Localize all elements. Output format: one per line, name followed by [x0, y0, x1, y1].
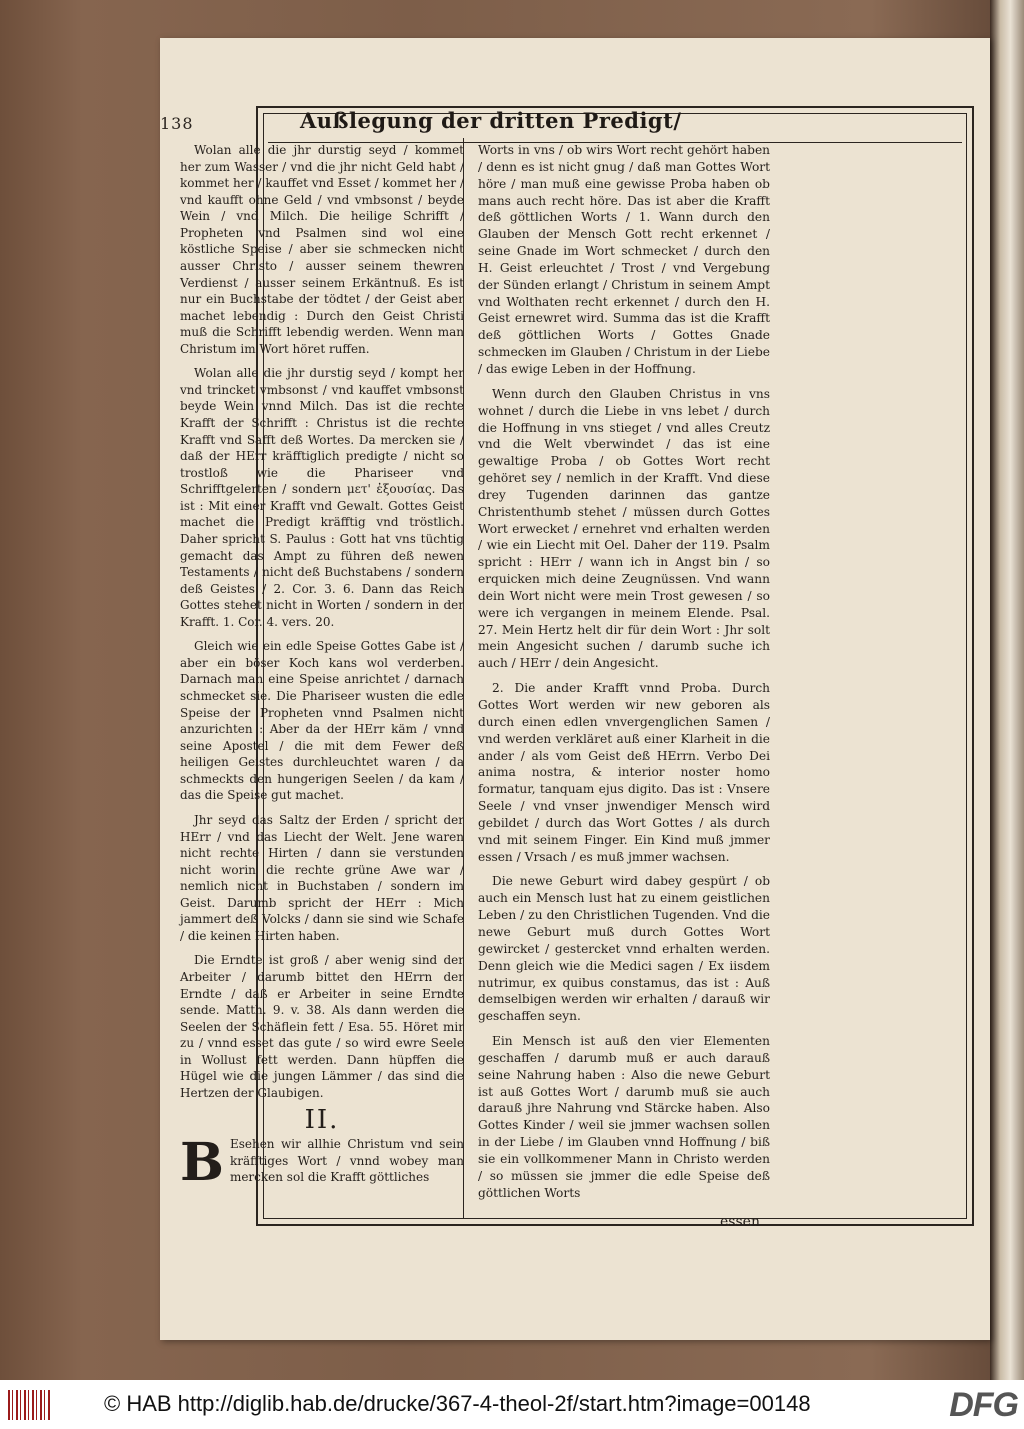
- right-paragraph-4: Die newe Geburt wird dabey gespürt / ob auch ein Mensch lust hat zu einem geistlichen Leben / zu den Christlichen Tugenden. Vnd die newe Geburt muß durch Gottes Wort gewircket / gestercket vnnd erhalten werden. Denn gleich wie die Medici sagen / Ex iisdem nutrimur, ex quibus constamus, das ist : Auß demselbigen werden wir erhalten / darauß wir geschaffen seyn.: [478, 874, 770, 1024]
- left-paragraph-1: Wolan alle die jhr durstig seyd / kommet her zum Wasser / vnd die jhr nicht Geld habt / kommet her / kauffet vnd Esset / kommet her / vnd kaufft ohne Geld / vnd vmbsonst / beyde Wein / vnd Milch. Die heilige Schrifft / Propheten vnd Psalmen sind wol eine köstliche Speise / aber sie schmecken nicht ausser Christo / ausser seinem thewren Verdienst / ausser seinem Erkäntnuß. Es ist nur ein Buchstabe der tödtet / der Geist aber machet lebendig : Durch den Geist Christi muß die Schrifft lebendig werden. Wenn man Christum im Wort höret ruffen.: [180, 143, 464, 356]
- viewer-footer: [0, 1380, 1024, 1429]
- page-number: 138: [160, 114, 194, 133]
- dfg-logo: DFG: [949, 1386, 1018, 1424]
- dropcap-text: Esehen wir allhie Christum vnd sein kräfftiges Wort / vnnd wobey man mercken sol die Krafft göttliches: [229, 1137, 464, 1185]
- right-paragraph-5: Ein Mensch ist auß den vier Elementen geschaffen / darumb muß er auch darauß seine Nahrung haben : Also die newe Geburt ist auß Gottes Wort / darumb muß sie auch darauß jhre Nahrung vnd Stärcke haben. Also Gottes Kinder / weil sie jmmer wachsen sollen in der Liebe / im Glauben vnnd Hoffnung / biß sie ein vollkommener Mann in Christo werden / so müssen sie jmmer die edle Speise deß göttlichen Worts: [478, 1034, 770, 1200]
- right-paragraph-1: Worts in vns / ob wirs Wort recht gehört haben / denn es ist nicht gnug / daß man Gottes Wort höre / man muß eine gewisse Proba haben ob mans auch recht höre. Das ist aber die Krafft deß göttlichen Worts / 1. Wann durch den Glauben der Mensch Gott recht erkennet / seine Gnade im Wort schmecket / durch den H. Geist erleuchtet / Trost / vnd Vergebung der Sünden erlangt / Christum in seinem Ampt vnd Wolthaten recht erkennet / durch den H. Geist ernewret wird. Summa das ist die Krafft deß göttlichen Worts / Gottes Gnade schmecken im Glauben / Christum in der Liebe / das ewige Leben in der Hoffnung.: [478, 143, 770, 376]
- footer-source-link[interactable]: © HAB http://diglib.hab.de/drucke/367-4-theol-2f/start.htm?image=00148: [104, 1391, 811, 1416]
- dropcap-letter: B: [180, 1132, 224, 1194]
- left-paragraph-4: Jhr seyd das Saltz der Erden / spricht der HErr / vnd das Liecht der Welt. Jene waren nicht rechte Hirten / dann sie verstunden nicht worin die rechte grüne Awe war / nemlich nicht in Buchstaben / sondern im Geist. Darumb spricht der HErr : Mich jammert deß Volcks / dann sie sind wie Schafe / die keinen Hirten haben.: [180, 812, 464, 943]
- hab-barcode-icon: [8, 1390, 50, 1420]
- right-column: [478, 142, 770, 1209]
- running-head: Außlegung der dritten Predigt/: [300, 108, 682, 133]
- dropcap-paragraph: [180, 1132, 464, 1194]
- section-numeral: II.: [304, 1104, 340, 1135]
- left-paragraph-2: Wolan alle die jhr durstig seyd / kompt her vnd trincket vmbsonst / vnd kauffet vmbsonst beyde Wein vnnd Milch. Das ist die rechte Krafft der Schrifft : Christus ist die rechte Krafft vnd Safft deß Wortes. Da mercken sie / daß der HErr kräfftiglich predigte / nicht so trostloß wie die Phariseer vnd Schrifftgelerten / sondern μετ' ἐξουσίας. Das ist : Mit einer Krafft vnd Gewalt. Gottes Geist machet die Predigt kräfftig vnd tröstlich. Daher spricht S. Paulus : Gott hat vns tüchtig gemacht das Ampt zu führen deß newen Testaments / nicht deß Buchstabens / sondern deß Geistes / 2. Cor. 3. 6. Dann das Reich Gottes stehet nicht in Worten / sondern in der Krafft. 1. Cor. 4. vers. 20.: [180, 366, 464, 629]
- right-paragraph-3: 2. Die ander Krafft vnnd Proba. Durch Gottes Wort werden wir new geboren als durch einen edlen vnvergenglichen Samen / vnd werden verkläret auß einer Klarheit in die ander / als vom Geist deß HErrn. Verbo Dei anima nostra, & interior noster homo formatur, tanquam ejus digito. Das ist : Vnsere Seele / vnd vnser jnwendiger Mensch wird gebildet / durch das Wort Gottes / als durch vnd mit seinem Finger. Ein Kind muß jmmer essen / Vrsach / es muß jmmer wachsen.: [478, 681, 770, 864]
- adjacent-page-edge: [990, 0, 1024, 1380]
- left-paragraph-5: Die Erndte ist groß / aber wenig sind der Arbeiter / darumb bittet den HErrn der Erndte / daß er Arbeiter in seine Erndte sende. Matth. 9. v. 38. Als dann werden die Seelen der Schäflein fett / Esa. 55. Höret mir zu / vnnd esset das gute / so wird ewre Seele in Wollust fett werden. Dann hüpffen die Hügel wie die jungen Lämmer / das sind die Hertzen der Glaubigen.: [180, 953, 464, 1100]
- right-paragraph-2: Wenn durch den Glauben Christus in vns wohnet / durch die Liebe in vns lebet / durch die Hoffnung in vns stieget / vnd alles Creutz vnd die Welt vberwindet / das ist eine gewaltige Proba / ob Gottes Wort recht gehöret sey / nemlich in der Krafft. Vnd diese drey Tugenden darinnen das gantze Christenthumb stehet / müssen durch Gottes Wort erwecket / ernehret vnd erhalten werden / wie ein Liecht mit Oel. Daher der 119. Psalm spricht : HErr / wann ich in Angst bin / so erquicken mich deine Zeugnüssen. Vnd wann dein Wort nicht were mein Trost gewesen / so were ich vergangen in meinem Elende. Psal. 27. Mein Hertz helt dir für dein Wort : Jhr solt mein Angesicht suchen / darumb suche ich auch / HErr / dein Angesicht.: [478, 386, 770, 671]
- left-paragraph-3: Gleich wie ein edle Speise Gottes Gabe ist / aber ein böser Koch kans wol verderben. Darnach man eine Speise anrichtet / darnach schmecket sie. Die Phariseer wusten die edle Speise der Propheten vnnd Psalmen nicht anzurichten : Aber da der HErr käm / vnnd seine Apostel / die mit dem Fewer deß heiligen Geistes durchleuchtet waren / da schmeckts den hungerigen Seelen / da kam / das die Speise gut machet.: [180, 639, 464, 803]
- catchword: essen: [720, 1214, 760, 1230]
